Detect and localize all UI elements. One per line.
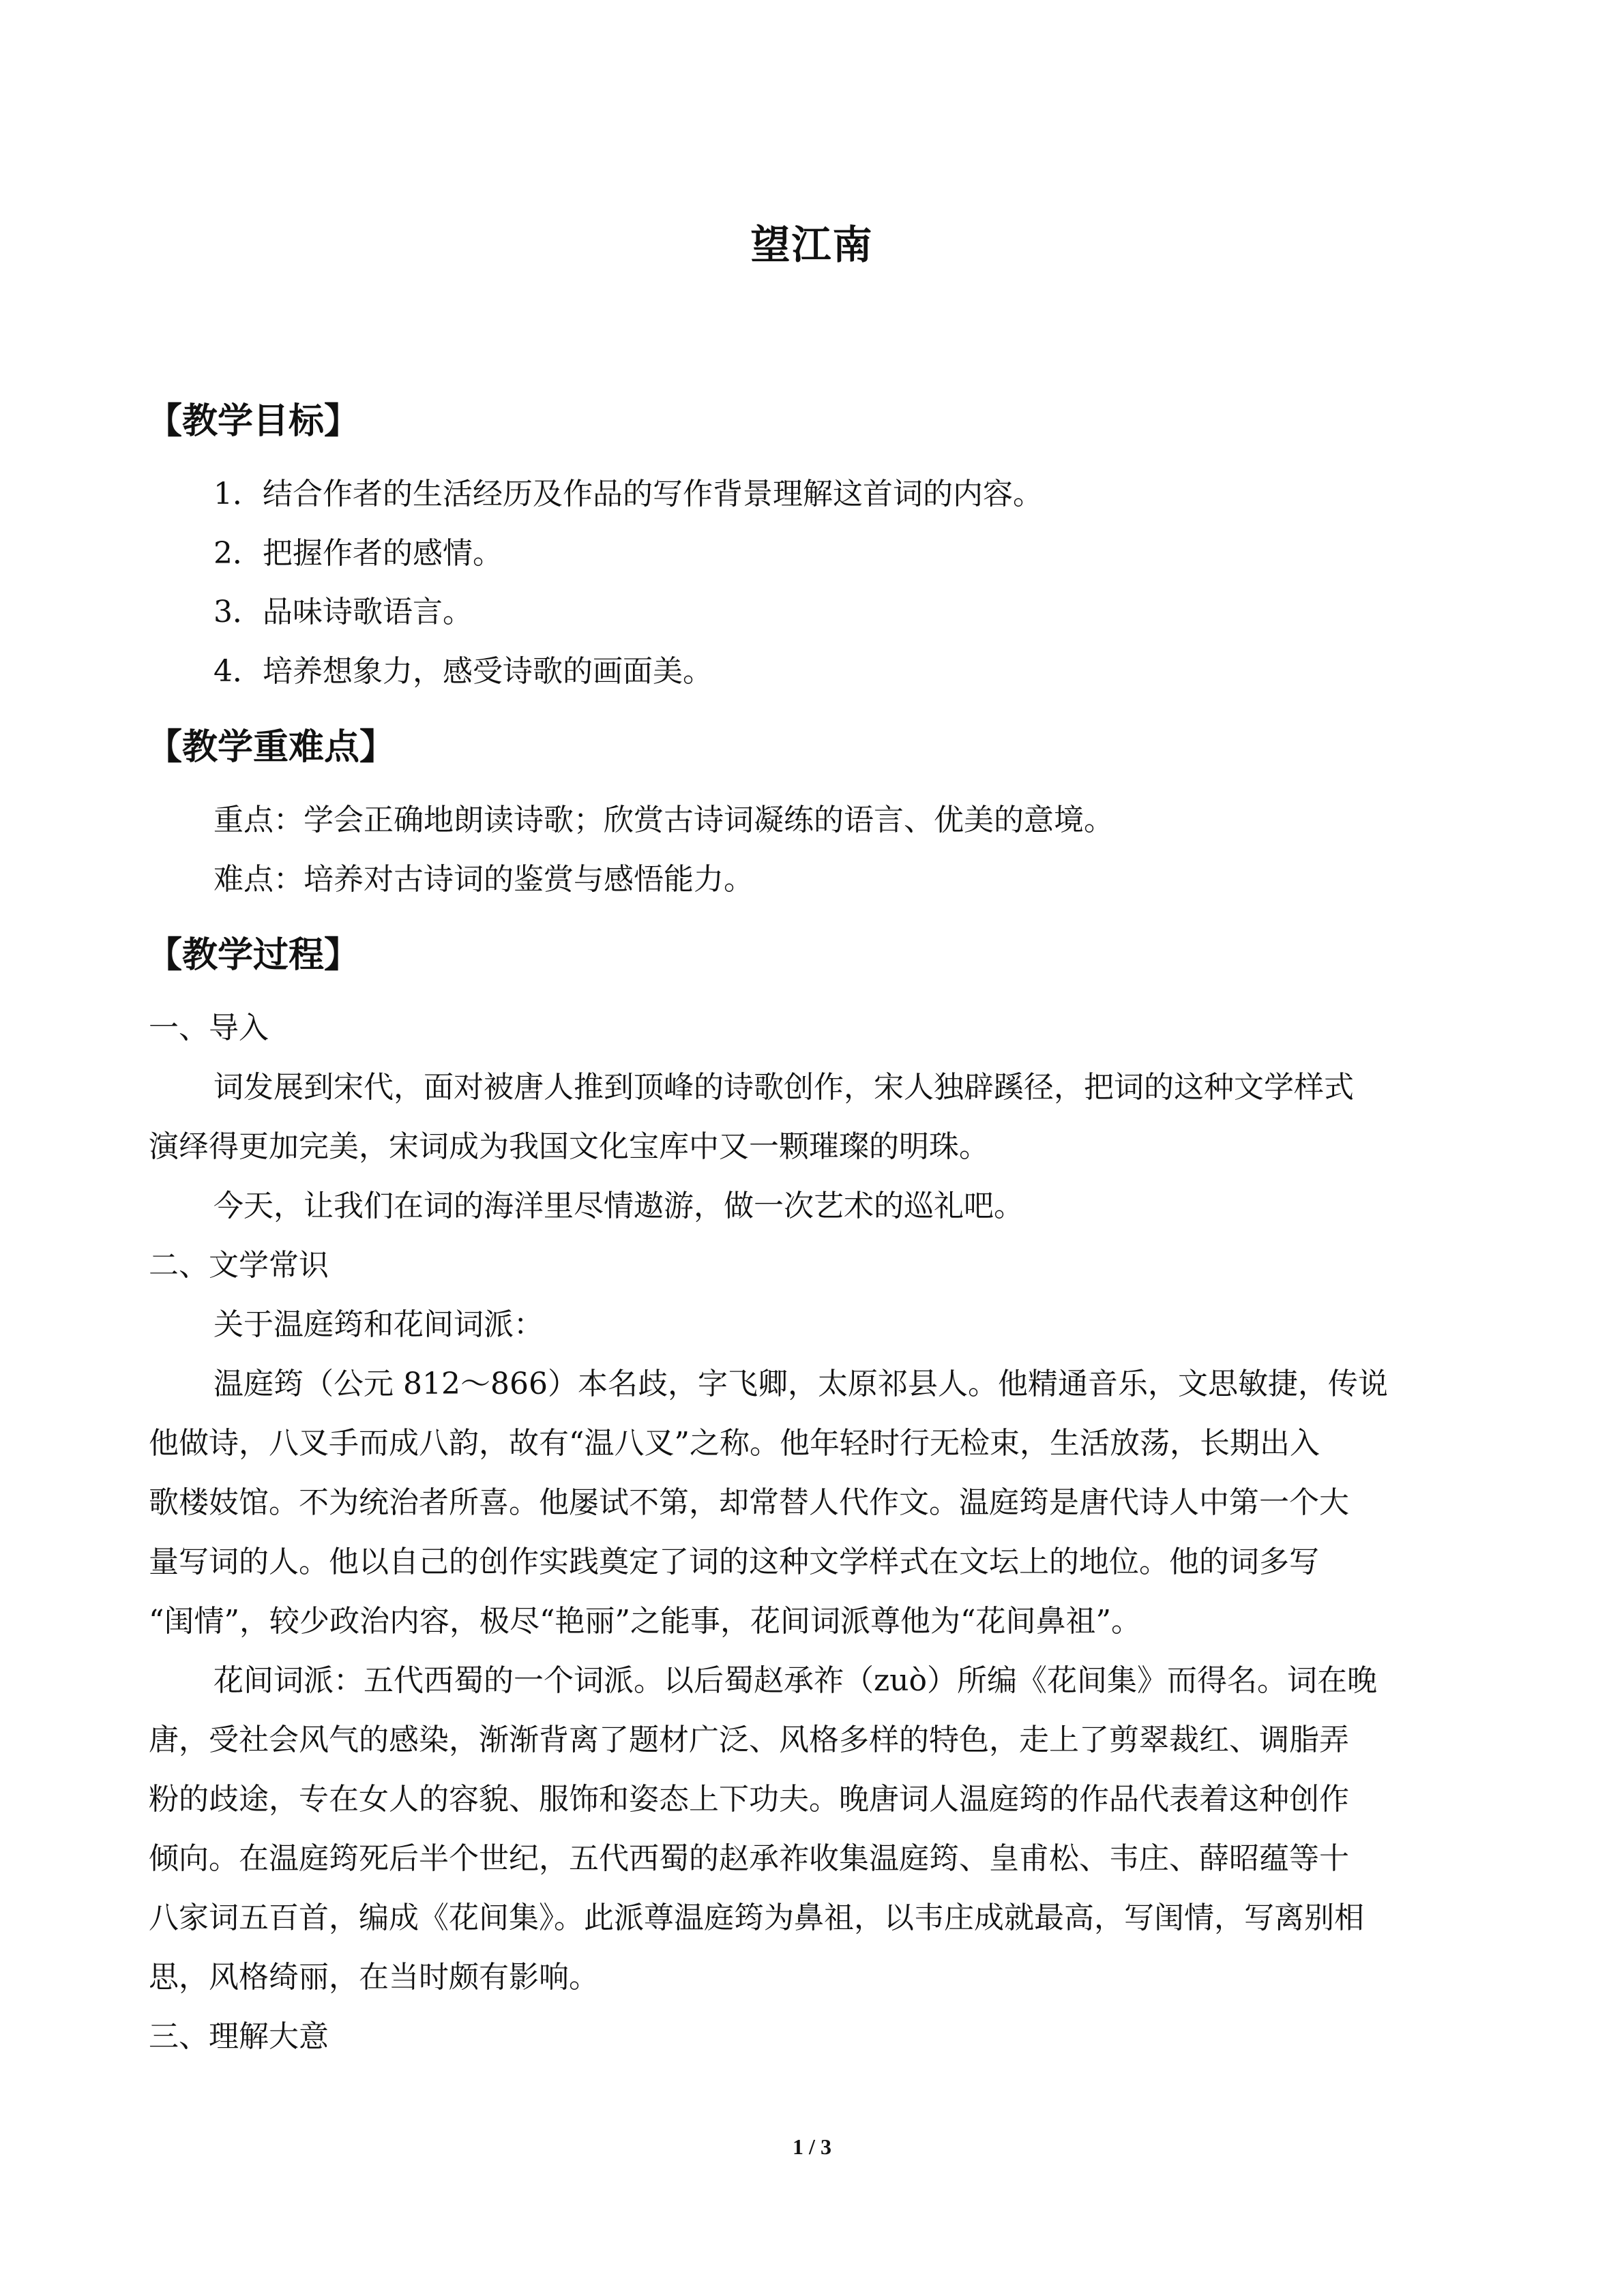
section-heading-goals: 【教学目标】 [147, 401, 360, 442]
intro-paragraph-1-line-1: 词发展到宋代，面对被唐人推到顶峰的诗歌创作，宋人独辟蹊径，把词的这种文学样式 [213, 1070, 1354, 1105]
wen-tingyun-paragraph-line: 温庭筠（公元 812～866）本名歧，字飞卿，太原祁县人。他精通音乐，文思敏捷，传说 [213, 1367, 1388, 1401]
huajian-paragraph-line: 唐，受社会风气的感染，渐渐背离了题材广泛、风格多样的特色，走上了剪翠裁红、调脂弄 [149, 1723, 1349, 1757]
page-title: 望江南 [750, 222, 874, 268]
goal-item-4: 4．培养想象力，感受诗歌的画面美。 [213, 654, 713, 689]
huajian-paragraph-line: 思，风格绮丽，在当时颇有影响。 [149, 1960, 599, 1995]
huajian-paragraph-line: 八家词五百首，编成《花间集》。此派尊温庭筠为鼻祖，以韦庄成就最高，写闺情，写离别相 [149, 1900, 1364, 1935]
intro-paragraph-1-line-2: 演绎得更加完美，宋词成为我国文化宝库中又一颗璀璨的明珠。 [149, 1129, 989, 1164]
goal-item-2: 2．把握作者的感情。 [213, 536, 503, 571]
wen-tingyun-paragraph-line: 歌楼妓馆。不为统治者所喜。他屡试不第，却常替人代作文。温庭筠是唐代诗人中第一个大 [149, 1485, 1349, 1520]
intro-paragraph-2: 今天，让我们在词的海洋里尽情遨游，做一次艺术的巡礼吧。 [213, 1189, 1024, 1223]
section-heading-process: 【教学过程】 [147, 935, 360, 976]
part-title-intro: 一、导入 [149, 1011, 269, 1045]
wen-tingyun-paragraph-line: “闺情”，较少政治内容，极尽“艳丽”之能事，花间词派尊他为“花间鼻祖”。 [149, 1604, 1141, 1639]
key-point-difficulty: 难点：培养对古诗词的鉴赏与感悟能力。 [213, 862, 754, 897]
goal-item-3: 3．品味诗歌语言。 [213, 595, 473, 629]
wen-tingyun-paragraph-line: 他做诗，八叉手而成八韵，故有“温八叉”之称。他年轻时行无检束，生活放荡，长期出入 [149, 1426, 1320, 1461]
huajian-paragraph-line: 花间词派：五代西蜀的一个词派。以后蜀赵承祚（zuò）所编《花间集》而得名。词在晚 [213, 1663, 1378, 1698]
literary-intro-line: 关于温庭筠和花间词派： [213, 1307, 544, 1342]
page-number: 1 / 3 [793, 2134, 831, 2159]
key-point-focus: 重点：学会正确地朗读诗歌；欣赏古诗词凝练的语言、优美的意境。 [213, 803, 1114, 837]
huajian-paragraph-line: 粉的歧途，专在女人的容貌、服饰和姿态上下功夫。晚唐词人温庭筠的作品代表着这种创作 [149, 1782, 1349, 1817]
part-title-literary-knowledge: 二、文学常识 [149, 1248, 329, 1283]
section-heading-key-points: 【教学重难点】 [147, 727, 396, 768]
huajian-paragraph-line: 倾向。在温庭筠死后半个世纪，五代西蜀的赵承祚收集温庭筠、皇甫松、韦庄、薛昭蕴等十 [149, 1841, 1349, 1876]
part-title-meaning: 三、理解大意 [149, 2019, 329, 2054]
wen-tingyun-paragraph-line: 量写词的人。他以自己的创作实践奠定了词的这种文学样式在文坛上的地位。他的词多写 [149, 1545, 1319, 1579]
goal-item-1: 1．结合作者的生活经历及作品的写作背景理解这首词的内容。 [213, 477, 1043, 511]
